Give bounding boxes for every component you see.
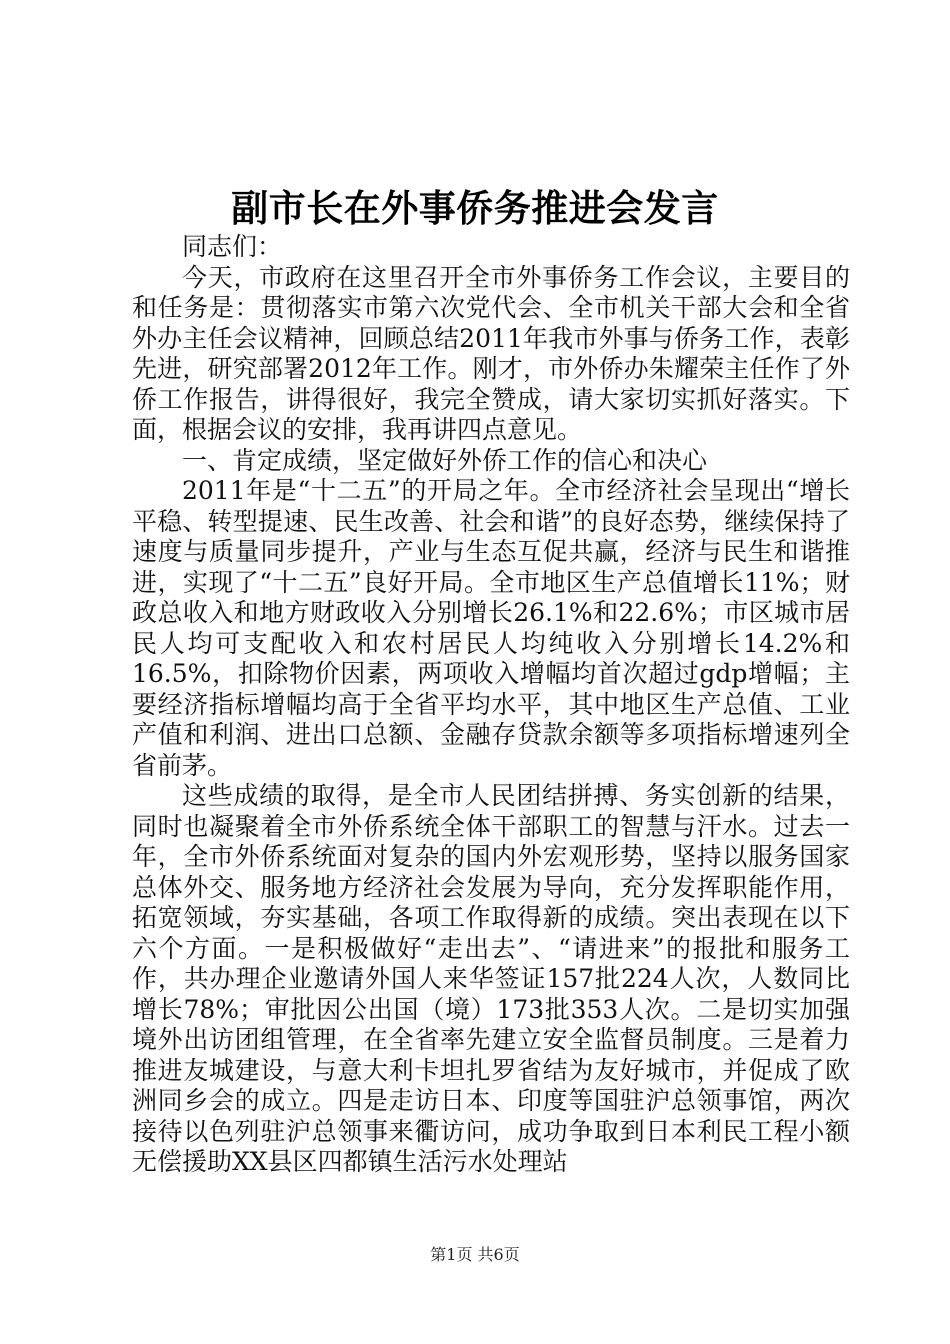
paragraph-achievements: 2011年是“十二五”的开局之年。全市经济社会呈现出“增长平稳、转型提速、民生改善、社会和谐”的良好态势，继续保持了速度与质量同步提升，产业与生态互促共赢，经济与民生和谐推进，实现了“十二五”良好开局。全市地区生产总值增长11%；财政总收入和地方财政收入分别增长26.1%和22.6%；市区城市居民人均可支配收入和农村居民人均纯收入分别增长14.2%和16.5%，扣除物价因素，两项收入增幅均首次超过gdp增幅；主要经济指标增幅均高于全省平均水平，其中地区生产总值、工业产值和利润、进出口总额、金融存贷款余额等多项指标增速列全省前茅。 <box>132 476 850 780</box>
paragraph-intro: 今天，市政府在这里召开全市外事侨务工作会议，主要目的和任务是：贯彻落实市第六次党代会、全市机关干部大会和全省外办主任会议精神，回顾总结2011年我市外事与侨务工作，表彰先进，研究部署2012年工作。刚才，市外侨办朱耀荣主任作了外侨工作报告，讲得很好，我完全赞成，请大家切实抓好落实。下面，根据会议的安排，我再讲四点意见。 <box>132 262 850 444</box>
salutation: 同志们： <box>182 232 283 261</box>
page-footer: 第1页 共6页 <box>430 1245 520 1264</box>
section-heading-1: 一、肯定成绩，坚定做好外侨工作的信心和决心 <box>182 445 708 475</box>
document-body <box>132 232 850 1178</box>
document-title: 副市长在外事侨务推进会发言 <box>231 186 719 230</box>
paragraph-foreign-affairs: 这些成绩的取得，是全市人民团结拼搏、务实创新的结果，同时也凝聚着全市外侨系统全体干部职工的智慧与汗水。过去一年，全市外侨系统面对复杂的国内外宏观形势，坚持以服务国家总体外交、服务地方经济社会发展为导向，充分发挥职能作用，拓宽领域，夯实基础，各项工作取得新的成绩。突出表现在以下六个方面。一是积极做好“走出去”、“请进来”的报批和服务工作，共办理企业邀请外国人来华签证157批224人次，人数同比增长78%；审批因公出国（境）173批353人次。二是切实加强境外出访团组管理，在全省率先建立安全监督员制度。三是着力推进友城建设，与意大利卡坦扎罗省结为友好城市，并促成了欧洲同乡会的成立。四是走访日本、印度等国驻沪总领事馆，两次接待以色列驻沪总领事来衢访问，成功争取到日本利民工程小额无偿援助XX县区四都镇生活污水处理站 <box>132 781 850 1176</box>
